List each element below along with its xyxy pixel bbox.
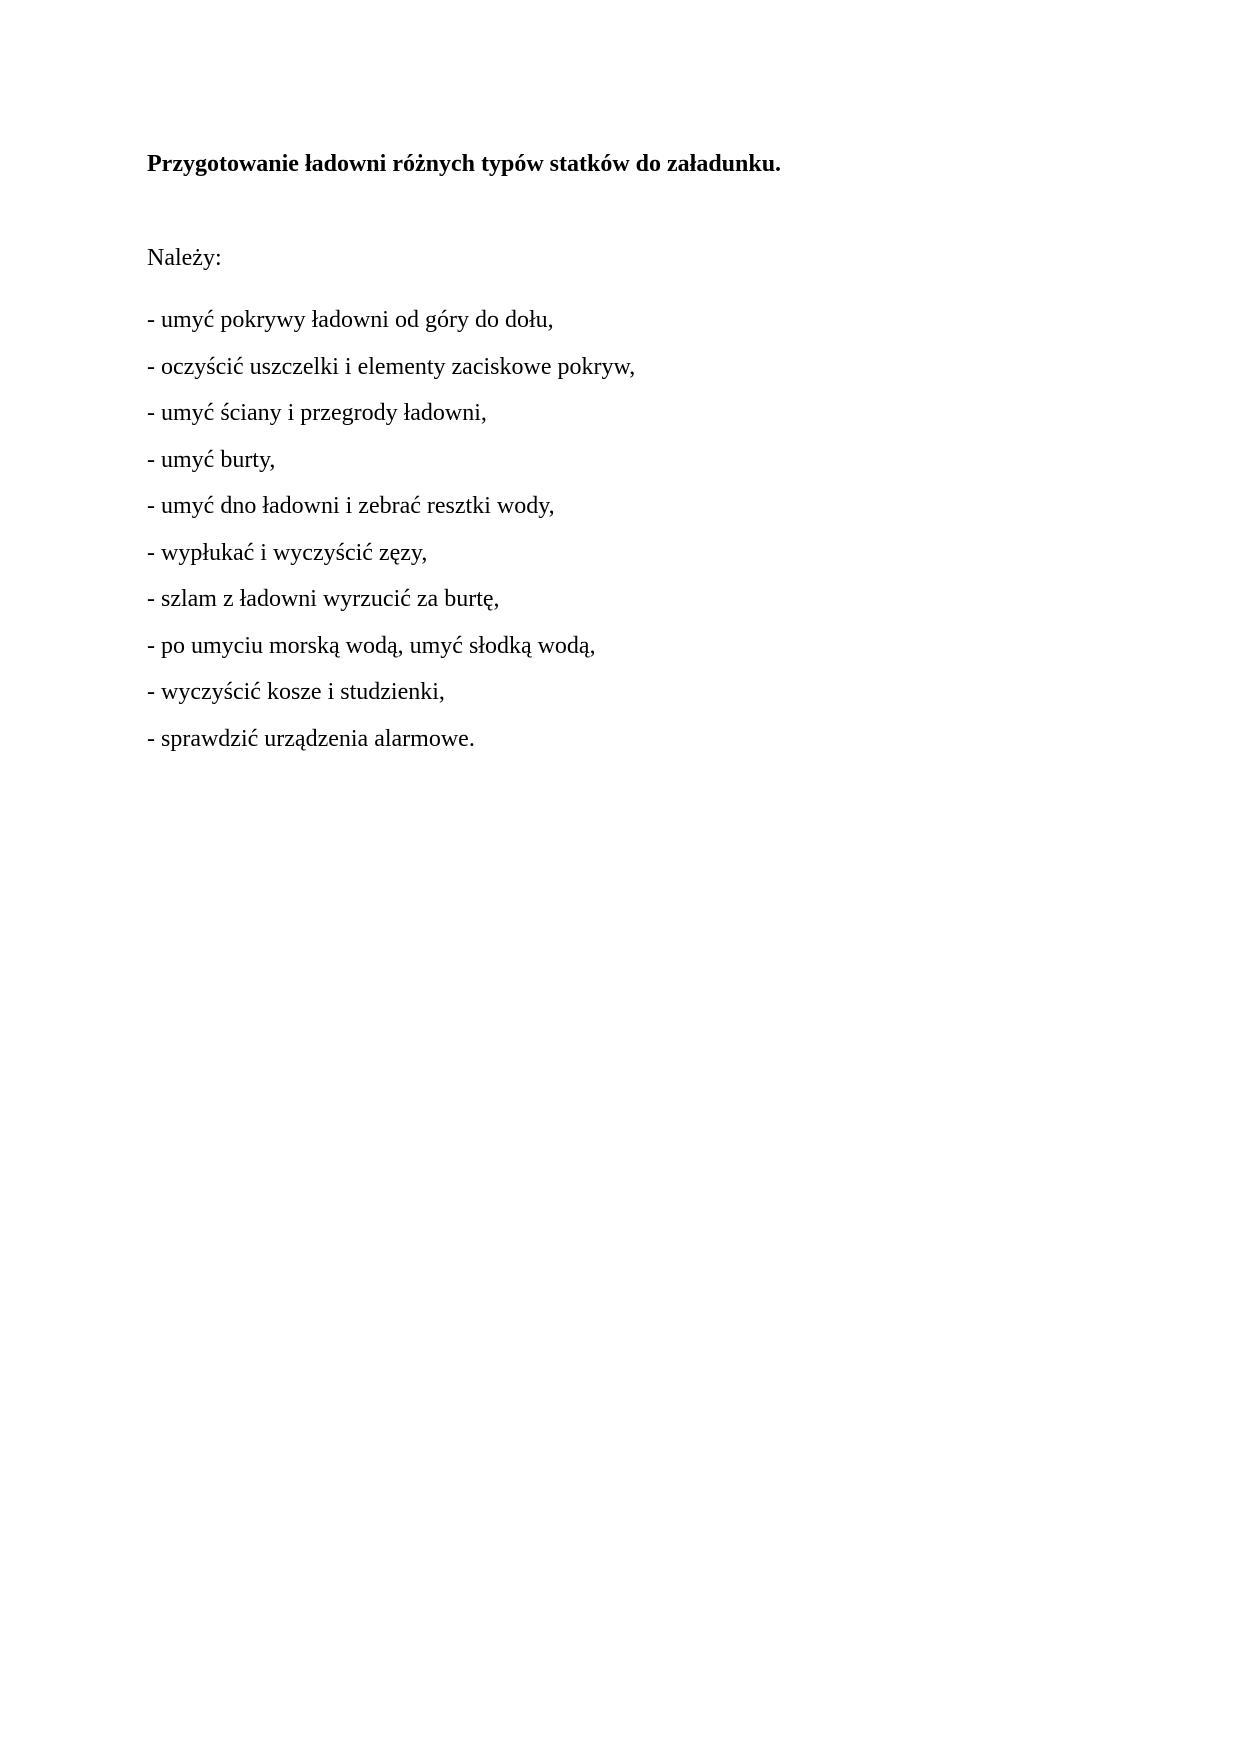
list-item: - umyć burty, xyxy=(147,446,276,473)
document-title: Przygotowanie ładowni różnych typów statków do załadunku. xyxy=(147,151,782,177)
list-item: - umyć dno ładowni i zebrać resztki wody, xyxy=(147,493,555,519)
list-item: - wypłukać i wyczyścić zęzy, xyxy=(147,539,428,566)
list-item: - oczyścić uszczelki i elementy zaciskowe pokryw, xyxy=(147,353,636,380)
list-item: - po umyciu morską wodą, umyć słodką wodą, xyxy=(147,632,596,659)
list-item: - umyć pokrywy ładowni od góry do dołu, xyxy=(147,307,554,333)
list-item: - wyczyścić kosze i studzienki, xyxy=(147,679,445,705)
task-list xyxy=(147,302,635,767)
list-item: - szlam z ładowni wyrzucić za burtę, xyxy=(147,586,500,612)
intro-text: Należy: xyxy=(147,245,222,271)
list-item: - umyć ściany i przegrody ładowni, xyxy=(147,400,487,426)
list-item: - sprawdzić urządzenia alarmowe. xyxy=(147,725,475,752)
